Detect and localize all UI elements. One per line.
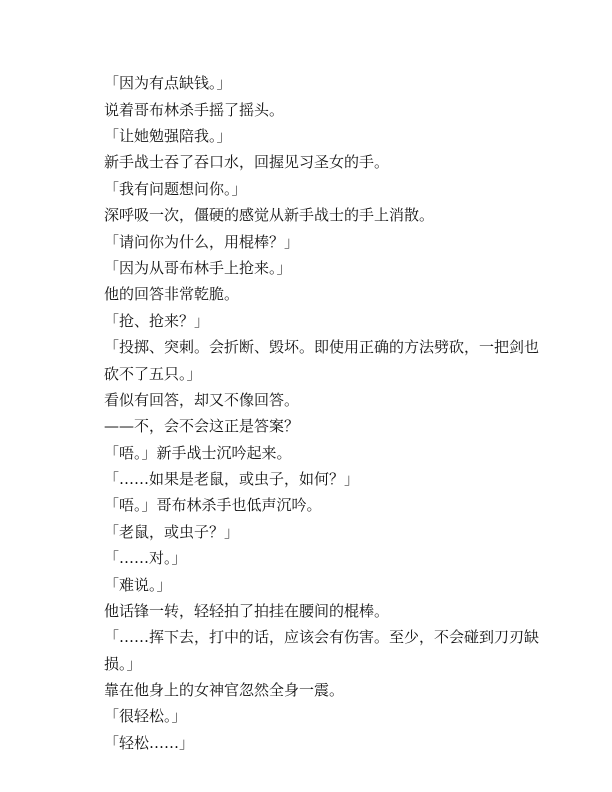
paragraph: 「……如果是老鼠，或虫子，如何？」: [104, 470, 360, 488]
paragraph: 「投掷、突刺。会折断、毁坏。即使用正确的方法劈砍，一把剑也砍不了五只。」: [104, 338, 540, 383]
paragraph: 「抢、抢来？」: [104, 312, 210, 330]
paragraph: 深呼吸一次，僵硬的感觉从新手战士的手上消散。: [104, 206, 435, 224]
paragraph: 「我有问题想问你。」: [104, 180, 247, 198]
paragraph: 「轻松……」: [104, 734, 195, 752]
paragraph: 「很轻松。」: [104, 707, 187, 725]
paragraph: 「……挥下去，打中的话，应该会有伤害。至少，不会碰到刀刃缺损。」: [104, 628, 540, 673]
paragraph: 「唔。」新手战士沉吟起来。: [104, 444, 292, 462]
paragraph: 「让她勉强陪我。」: [104, 127, 232, 145]
paragraph: 「难说。」: [104, 576, 172, 594]
paragraph: 新手战士吞了吞口水，回握见习圣女的手。: [104, 153, 390, 171]
paragraph: 说着哥布林杀手摇了摇头。: [104, 101, 285, 119]
paragraph: 「因为从哥布林手上抢来。」: [104, 259, 292, 277]
paragraph: 「请问你为什么，用棍棒？」: [104, 233, 300, 251]
paragraph: 「老鼠，或虫子？」: [104, 523, 240, 541]
paragraph: 「因为有点缺钱。」: [104, 74, 232, 92]
paragraph: 他话锋一转，轻轻拍了拍挂在腰间的棍棒。: [104, 602, 390, 620]
paragraph: 「……对。」: [104, 549, 187, 567]
paragraph: 他的回答非常乾脆。: [104, 285, 240, 303]
paragraph: 看似有回答，却又不像回答。: [104, 391, 300, 409]
paragraph: 「唔。」哥布林杀手也低声沉吟。: [104, 496, 322, 514]
paragraph: ——不，会不会这正是答案？: [104, 417, 300, 435]
paragraph: 靠在他身上的女神官忽然全身一震。: [104, 681, 345, 699]
